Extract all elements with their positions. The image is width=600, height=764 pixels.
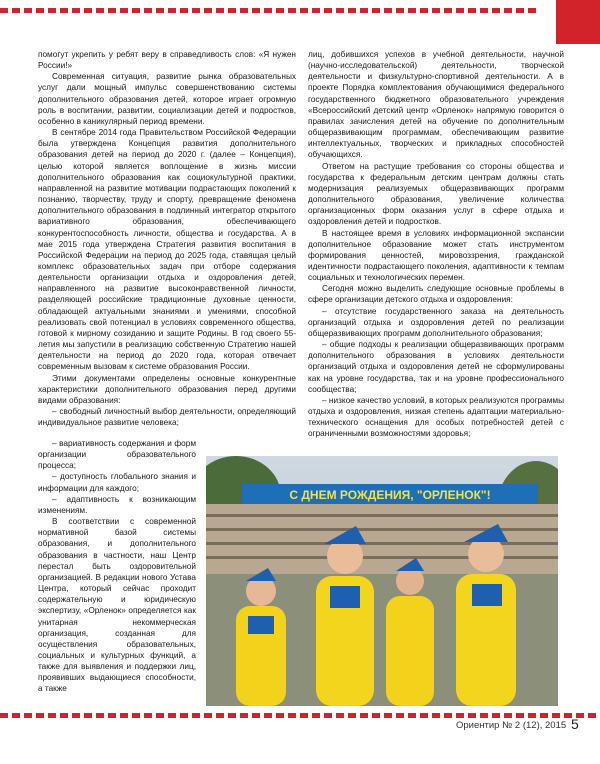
paragraph: – отсутствие государственного заказа на деятельность организаций отдыха и оздоровления детей по реализации общеразвивающих программ дополнительного образования; [308,306,564,338]
dash [228,713,236,718]
dash [324,713,332,718]
dash [504,8,512,13]
dash [360,713,368,718]
dash [288,8,296,13]
dash [108,713,116,718]
dash [420,713,428,718]
dash [468,8,476,13]
dash [216,8,224,13]
dash [588,713,596,718]
left-column-narrow [38,438,196,695]
left-column [38,49,296,428]
dash [264,713,272,718]
dash [144,713,152,718]
dash [300,713,308,718]
paragraph: – свободный личностный выбор деятельности, определяющий индивидуальное развитие человека; [38,407,296,428]
paragraph: – доступность глобального знания и информации для каждого; [38,472,196,493]
dash [156,713,164,718]
dash [492,713,500,718]
dash [444,8,452,13]
dash [120,8,128,13]
corner-accent [556,0,600,44]
dash [300,8,308,13]
dash [0,8,8,13]
paragraph: – вариативность содержания и форм организации образовательного процесса; [38,439,196,471]
dash [48,8,56,13]
dash [0,713,8,718]
dash [396,713,404,718]
dash [252,8,260,13]
paragraph: В соответствии с современной нормативной базой системы образования, и дополнительного образования в частности, наш Центр перестал быть оздоровительной организацией. В редакции нового Устава Центра, который сейчас проходит содержательную и юридическую экспертизу, «Орленок» определяется как унитарная некоммерческая организация, созданная для осуществления образовательных, социальных и культурных функций, а также для выявления и поддержки лиц, проявивших выдающиеся способности, а также [38,517,196,694]
dash [276,713,284,718]
dash [360,8,368,13]
dash [108,8,116,13]
banner-text: С ДНЕМ РОЖДЕНИЯ, "ОРЛЕНОК"! [289,488,491,502]
dash [204,713,212,718]
dash [132,713,140,718]
dash [468,713,476,718]
dash [60,713,68,718]
dash [372,8,380,13]
dash [384,713,392,718]
dash [252,713,260,718]
dash [84,713,92,718]
paragraph: В настоящее время в условиях информационной экспансии дополнительное образование может стать инструментом формирования ценностей, мировоззрения, гражданской идентичности подрастающего поколения, адаптивности к темпам социальных и технологических перемен. [308,228,564,283]
dash [144,8,152,13]
dash [540,713,548,718]
dash [192,8,200,13]
dash [348,713,356,718]
dash [84,8,92,13]
page-number: 5 [571,716,579,732]
issue-label: Ориентир № 2 (12), 2015 [456,720,567,731]
dash [168,713,176,718]
dash [372,713,380,718]
paragraph: – общие подходы к реализации общеразвивающих программ дополнительного образования в условиях деятельности организаций отдыха и оздоровления детей не сформулированы как на уровне государства, так и на уровне профессионального сообщества; [308,340,564,394]
paragraph: В сентябре 2014 года Правительством Российской Федерации была утверждена Концепция развития дополнительного образования детей на период до 2020 г. (далее – Концепция), целью которой является воплощение в жизнь миссии дополнительного образования как социокультурной практики, направленной на развитие мотивации подрастающих поколений к познанию, творчеству, труду и спорту, превращение феномена дополнительного образования в подлинный интегратор открытого вариативного образования, обеспечивающего конкурентоспособность личности, общества и государства. А в мае 2015 года утверждена Стратегия развития воспитания в Российской Федерации на период до 2025 года, ставящая целый комплекс образовательных задач при отборе содержания деятельности организации отдыха и оздоровления детей, направленного на развитие высоконравственной личности, разделяющей российские традиционные духовные ценности, обладающей актуальными знаниями и умениями, способной реализовать свой потенциал в условиях современного общества, готовой к мирному созиданию и защите Родины. В год своего 55-летия мы запустили в реализацию собственную Стратегию нашей деятельности на период до 2020 года, которая отвечает современным вызовам к системе образования России. [38,128,296,372]
dash [396,8,404,13]
dash [228,8,236,13]
dash [24,713,32,718]
dash [180,713,188,718]
paragraph: – низкое качество условий, в которых реализуются программы отдыха и оздоровления, низкая степень адаптации материально-технического оснащения для особых потребностей детей с ограниченными возможностями здоровья; [308,395,564,439]
right-column [308,49,564,439]
dash [408,713,416,718]
paragraph: помогут укрепить у ребят веру в справедливость слов: «Я нужен России!» [38,50,296,71]
paragraph: лиц, добившихся успехов в учебной деятельности, научной (научно-исследовательской) деятельности, творческой деятельности и физкультурно-спортивной деятельности. А в проекте Порядка комплектования обучающимися федерального государственного бюджетного образовательного учреждения «Всероссийский детский центр «Орленок» напрямую говорится о правилах зачисления детей на обучение по дополнительным общеразвивающим программам, обеспечивающим развитие интеллектуальных, творческих и прикладных способностей обучающихся. [308,50,564,160]
dash [240,713,248,718]
dash [180,8,188,13]
dash [504,713,512,718]
dash [336,8,344,13]
festival-photo [206,456,558,706]
dash [36,8,44,13]
dash [120,713,128,718]
dash [264,8,272,13]
paragraph: Ответом на растущие требования со стороны общества и государства к федеральным детским центрам должны стать модернизация реализуемых общеразвивающих программ дополнительного образования, увеличение количества организационных форм оказания услуг в сфере отдыха и оздоровления детей и подростков. [308,161,564,227]
paragraph: Этими документами определены основные конкурентные характеристики дополнительного образования перед другими видами образования: [38,373,296,405]
dash [36,713,44,718]
dash [72,713,80,718]
dash [324,8,332,13]
dash [492,8,500,13]
dash [384,8,392,13]
dash [444,713,452,718]
dash [132,8,140,13]
dash [336,713,344,718]
dash [516,713,524,718]
dash [528,8,536,13]
dash [348,8,356,13]
dash [480,8,488,13]
dash [552,713,560,718]
dash [528,713,536,718]
dash [204,8,212,13]
dash [96,713,104,718]
dash [72,8,80,13]
dash [432,8,440,13]
paragraph: Современная ситуация, развитие рынка образовательных услуг дали мощный импульс совершенствованию системы дополнительного образования детей, которое играет огромную роль в воспитании, развитии, социализации детей и подростков, особенно в каникулярный период времени. [38,72,296,126]
dash [432,713,440,718]
dash [408,8,416,13]
top-dashed-border [0,8,548,14]
dash [12,713,20,718]
dash [216,713,224,718]
dash [288,713,296,718]
dash [192,713,200,718]
dancers-illustration [206,456,558,706]
dash [24,8,32,13]
dash [276,8,284,13]
dash [240,8,248,13]
bottom-dashed-border [0,713,600,719]
dash [312,8,320,13]
dash [168,8,176,13]
dash [456,713,464,718]
dash [12,8,20,13]
dash [480,713,488,718]
dash [312,713,320,718]
dash [48,713,56,718]
dash [96,8,104,13]
dash [156,8,164,13]
paragraph: Сегодня можно выделить следующие основные проблемы в сфере организации детского отдыха и оздоровления: [308,284,564,305]
paragraph: – адаптивность к возникающим изменениям. [38,494,196,515]
dash [456,8,464,13]
dash [516,8,524,13]
dash [60,8,68,13]
dash [420,8,428,13]
